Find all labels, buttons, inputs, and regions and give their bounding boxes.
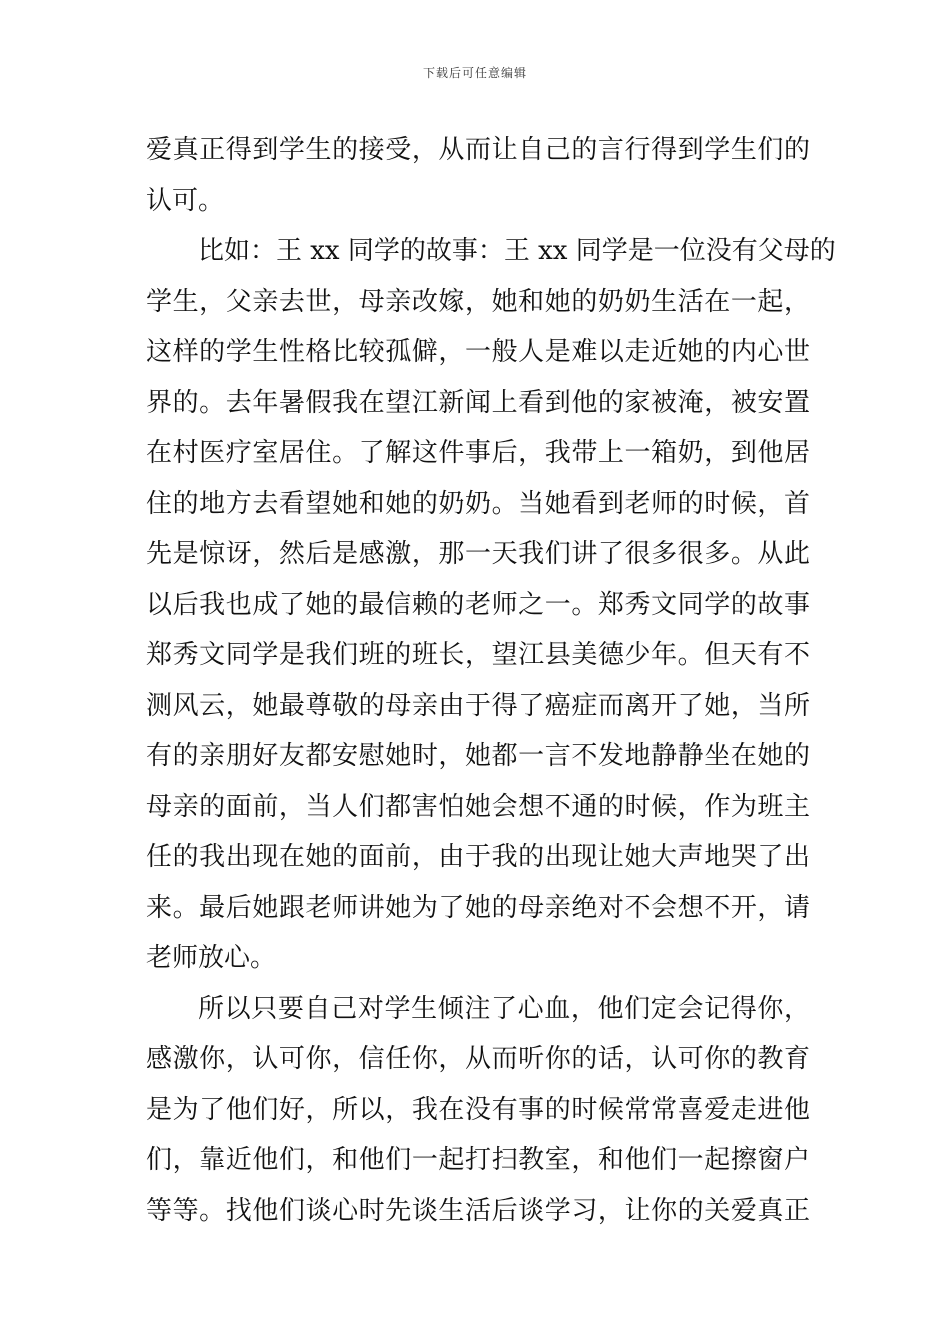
text-line: 住的地方去看望她和她的奶奶。当她看到老师的时候，首: [146, 488, 810, 519]
text-line: 任的我出现在她的面前，由于我的出现让她大声地哭了出: [146, 842, 810, 872]
text-line: 学生，父亲去世，母亲改嫁，她和她的奶奶生活在一起，: [146, 286, 810, 317]
paragraph-start-line: 所以只要自己对学生倾注了心血，他们定会记得你，: [198, 993, 810, 1024]
text-line: 先是惊讶，然后是感激，那一天我们讲了很多很多。从此: [146, 539, 810, 569]
page-header: 下载后可任意编辑: [422, 66, 527, 80]
text-line: 有的亲朋好友都安慰她时，她都一言不发地静静坐在她的: [146, 741, 810, 771]
text-line: 们，靠近他们，和他们一起打扫教室，和他们一起擦窗户: [146, 1145, 810, 1175]
text-line: 认可。: [146, 185, 225, 216]
text-line: 界的。去年暑假我在望江新闻上看到他的家被淹，被安置: [146, 387, 810, 418]
body-text: [146, 125, 836, 1236]
text-line: 以后我也成了她的最信赖的老师之一。郑秀文同学的故事: [146, 589, 810, 620]
text-line: 是为了他们好，所以，我在没有事的时候常常喜爱走进他: [146, 1094, 810, 1125]
text-line: 测风云，她最尊敬的母亲由于得了癌症而离开了她，当所: [146, 690, 810, 721]
text-line: 感激你，认可你，信任你，从而听你的话，认可你的教育: [146, 1044, 810, 1074]
text-line: 来。最后她跟老师讲她为了她的母亲绝对不会想不开，请: [146, 892, 810, 923]
text-line: 这样的学生性格比较孤僻，一般人是难以走近她的内心世: [146, 337, 810, 367]
text-line: 在村医疗室居住。了解这件事后，我带上一箱奶，到他居: [146, 438, 810, 468]
paragraph-start-line: 比如：王 xx 同学的故事：王 xx 同学是一位没有父母的: [198, 236, 836, 266]
text-line: 母亲的面前，当人们都害怕她会想不通的时候，作为班主: [146, 791, 810, 822]
text-line: 等等。找他们谈心时先谈生活后谈学习，让你的关爱真正: [146, 1195, 810, 1226]
text-line: 爱真正得到学生的接受，从而让自己的言行得到学生们的: [146, 135, 810, 165]
text-line: 老师放心。: [146, 943, 277, 973]
text-line: 郑秀文同学是我们班的班长，望江县美德少年。但天有不: [146, 640, 810, 670]
